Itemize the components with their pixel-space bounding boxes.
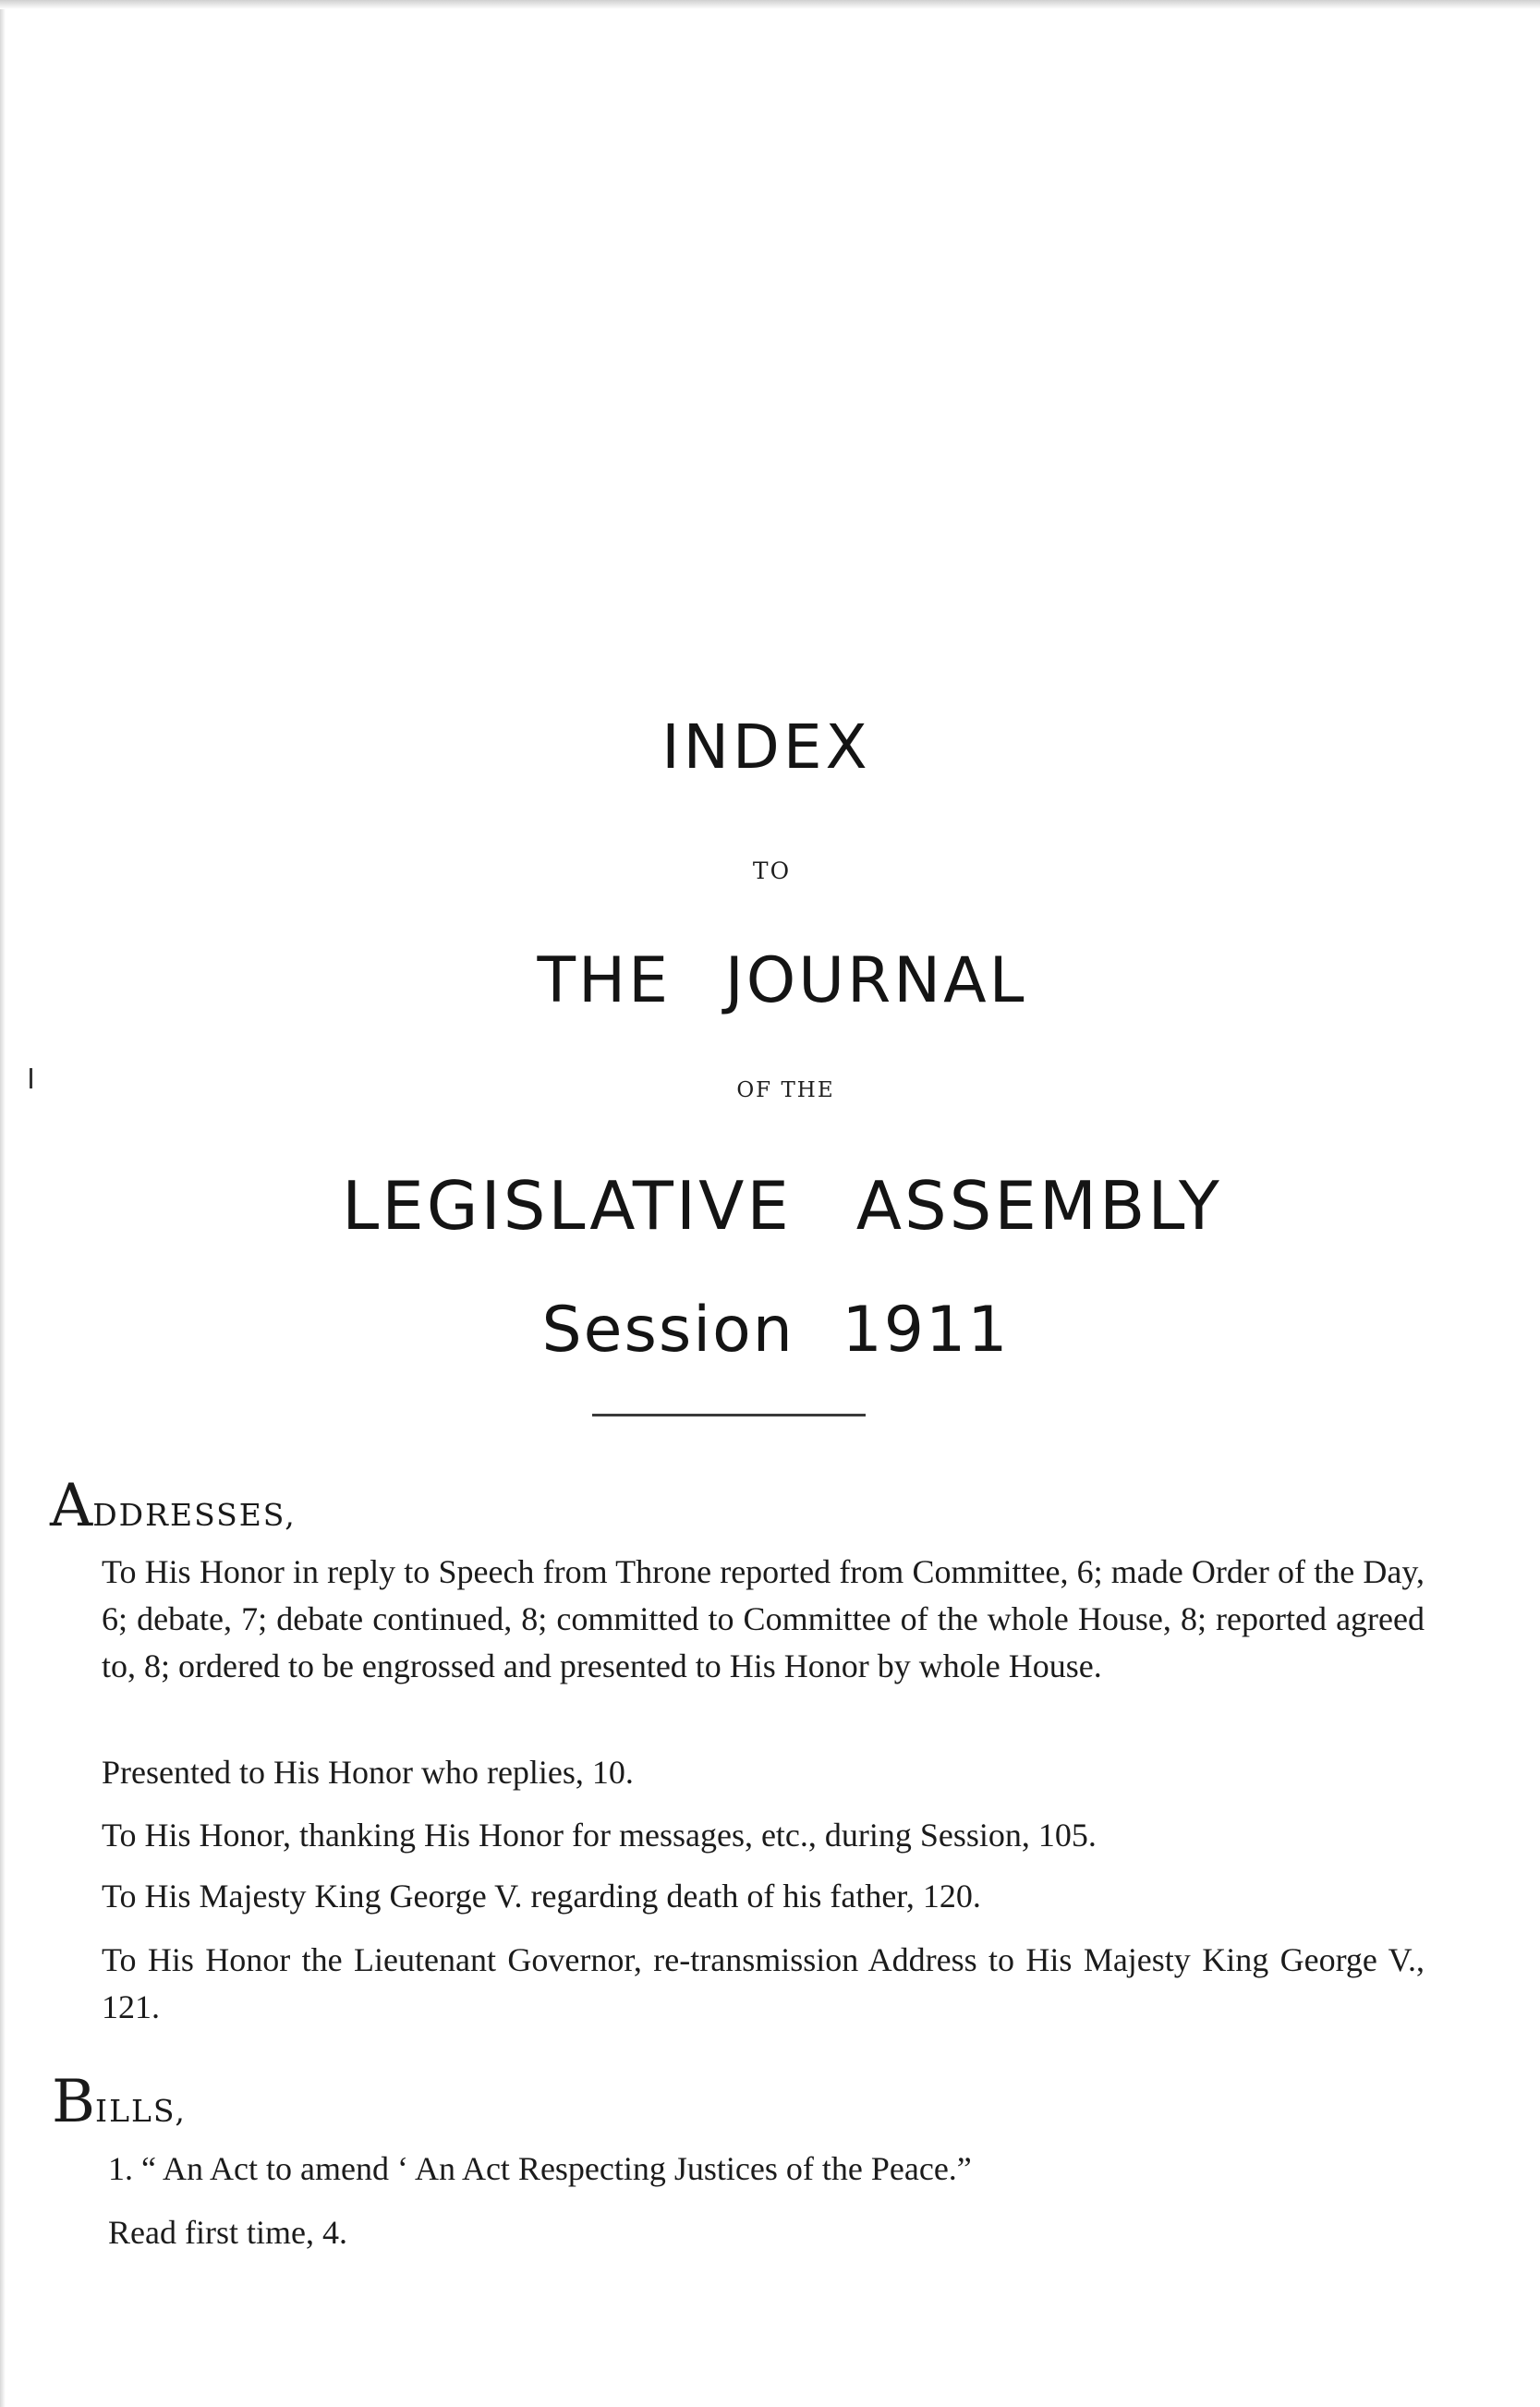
title-of-the: OF THE	[736, 1078, 835, 1102]
section-heading-bills	[52, 2068, 187, 2136]
address-entry: To His Honor, thanking His Honor for messages, etc., during Session, 105.	[102, 1817, 1097, 1854]
heading-rest: ILLS,	[95, 2093, 187, 2129]
title-assembly: LEGISLATIVE ASSEMBLY	[342, 1167, 1222, 1245]
page-top-edge	[0, 0, 1540, 9]
heading-initial: A	[50, 1472, 93, 1540]
bill-entry: Read first time, 4.	[108, 2214, 347, 2251]
title-index: INDEX	[661, 711, 871, 783]
title-journal: THE JOURNAL	[537, 944, 1027, 1017]
address-entry: To His Honor the Lieutenant Governor, re-transmission Address to His Majesty King George V., 121.	[102, 1941, 1425, 2025]
title-to: TO	[752, 857, 792, 884]
page-left-edge	[0, 0, 6, 2407]
section-heading-addresses	[50, 1472, 297, 1540]
heading-rest: DDRESSES,	[92, 1497, 297, 1533]
bill-entry: 1. “ An Act to amend ‘ An Act Respecting Justices of the Peace.”	[108, 2150, 972, 2187]
address-entry: To His Honor in reply to Speech from Throne reported from Committee, 6; made Order of the Day, 6; debate, 7; debate continued, 8; committed to Committee of the whole House, 8; reported agreed to, 8; ordered to be engrossed and presented to His Honor by whole House.	[102, 1553, 1425, 1684]
title-divider	[592, 1414, 866, 1416]
address-entry: To His Majesty King George V. regarding death of his father, 120.	[102, 1878, 981, 1915]
heading-initial: B	[52, 2068, 96, 2136]
address-entry: Presented to His Honor who replies, 10.	[102, 1754, 634, 1791]
title-session: Session 1911	[541, 1294, 1010, 1367]
